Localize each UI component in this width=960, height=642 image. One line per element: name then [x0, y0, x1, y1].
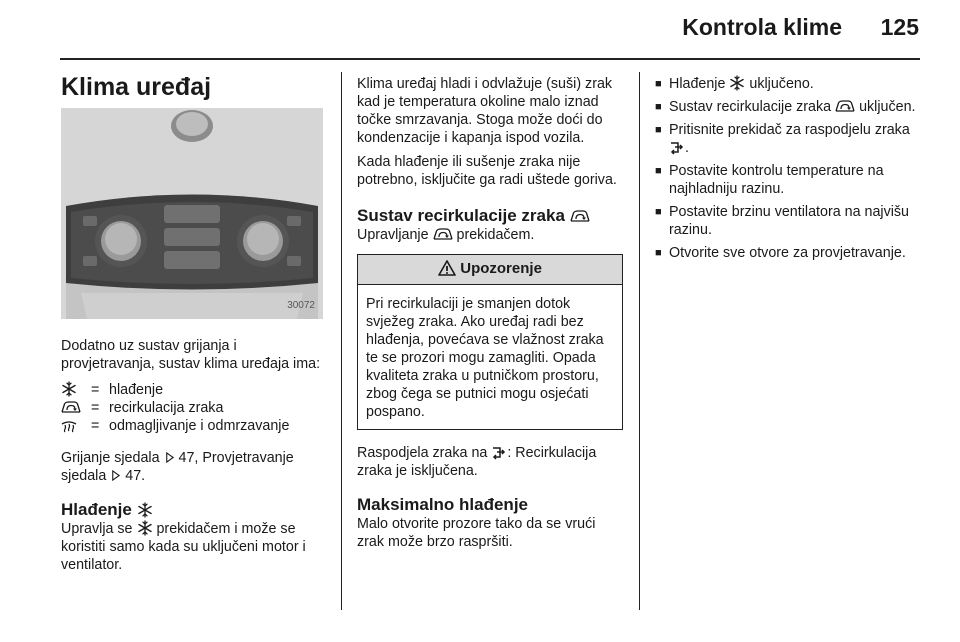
ref-text: , Provjetravanje sjedala	[61, 450, 294, 484]
steps-list	[655, 75, 920, 262]
cooling-text	[61, 520, 327, 574]
snowflake-icon	[729, 75, 745, 91]
step-text-pre: Hlađenje	[669, 76, 726, 92]
warning-icon	[438, 260, 456, 276]
warning-header	[358, 255, 622, 285]
symbol-label: odmagljivanje i odmrzavanje	[109, 418, 290, 434]
cooling-text-pre: Upravlja se	[61, 521, 133, 537]
cooling-heading-text: Hlađenje	[61, 500, 132, 519]
column-divider-left	[341, 72, 342, 610]
list-item	[655, 75, 920, 93]
warning-box	[357, 254, 623, 430]
section-title: Klima uređaj	[61, 73, 212, 101]
defrost-icon	[61, 417, 91, 435]
middle-column	[357, 75, 623, 551]
cooling-heading	[61, 499, 327, 520]
cross-reference	[61, 449, 327, 485]
warning-body: Pri recirkulaciji je smanjen dotok svježeg zraka. Ako uređaj radi bez hlađenja, povećava se vlažnost zraka te se prozori mogu zamagliti. Opada kvaliteta zraka u putničkom prostoru, zbog čega se putnici mogu osjećati pospano.	[366, 296, 604, 420]
list-item: ■ Postavite kontrolu temperature na najhladniju razinu.	[655, 162, 920, 198]
list-item	[655, 98, 920, 116]
column-divider-right	[639, 72, 640, 610]
left-column	[61, 72, 327, 574]
symbol-row	[61, 417, 327, 435]
distribution-text	[357, 444, 623, 480]
max-cooling-text: Malo otvorite prozore tako da se vrući zrak može brzo raspršiti.	[357, 516, 596, 550]
warning-title: Upozorenje	[460, 260, 542, 277]
list-item: ■ Postavite brzinu ventilatora na najvišu razinu.	[655, 203, 920, 239]
page-header-title: Kontrola klime	[682, 14, 842, 40]
symbol-row	[61, 399, 327, 417]
climate-panel-photo	[61, 108, 323, 319]
recirculation-icon	[570, 208, 590, 224]
symbol-label: hlađenje	[109, 382, 164, 398]
recirculation-text	[357, 226, 623, 244]
right-column	[655, 75, 920, 267]
triangle-ref-icon	[164, 452, 175, 463]
symbol-equals: =	[91, 400, 100, 416]
recirculation-text-pre: Upravljanje	[357, 227, 429, 243]
symbol-table	[61, 381, 327, 435]
symbol-equals: =	[91, 418, 100, 434]
snowflake-icon	[61, 381, 91, 399]
ref-page-link[interactable]: 47.	[125, 468, 146, 484]
recirculation-icon	[835, 98, 855, 114]
step-text-pre: Sustav recirkulacije zraka	[669, 99, 832, 115]
distribution-text-post: : Recirkulacija zraka je isključena.	[357, 445, 597, 479]
triangle-ref-icon	[110, 470, 121, 481]
header-rule	[60, 58, 920, 60]
page-number: 125	[880, 14, 919, 40]
intro-text: Dodatno uz sustav grijanja i provjetravanja, sustav klima uređaja ima:	[61, 338, 321, 372]
recirculation-text-post: prekidačem.	[456, 227, 535, 243]
step-text-pre: Pritisnite prekidač za raspodjelu zraka	[669, 122, 910, 138]
recirculation-heading-text: Sustav recirkulacije zraka	[357, 206, 565, 225]
paragraph: Klima uređaj hladi i odvlažuje (suši) zrak kad je temperatura okoline malo iznad točke smrzavanja. Stoga može doći do kondenzacije i kapanja ispod vozila.	[357, 76, 613, 146]
air-distribution-icon	[669, 139, 685, 155]
photo-code: 30072	[287, 300, 315, 311]
list-item	[655, 121, 920, 157]
symbol-equals: =	[91, 382, 100, 398]
ref-text: Grijanje sjedala	[61, 450, 160, 466]
step-text-post: .	[685, 140, 689, 156]
cooling-text-post: prekidačem i može se koristiti samo kada su uključeni motor i ventilator.	[61, 521, 306, 573]
snowflake-icon	[137, 502, 153, 518]
step-text-post: uključen.	[859, 99, 916, 115]
symbol-row	[61, 381, 327, 399]
list-item: ■ Otvorite sve otvore za provjetravanje.	[655, 244, 920, 262]
symbol-label: recirkulacija zraka	[109, 400, 224, 416]
distribution-text-pre: Raspodjela zraka na	[357, 445, 488, 461]
recirculation-icon	[433, 226, 453, 242]
snowflake-icon	[137, 520, 153, 536]
max-cooling-heading: Maksimalno hlađenje	[357, 495, 528, 514]
recirculation-heading	[357, 205, 623, 226]
recirculation-icon	[61, 399, 91, 417]
step-text-post: uključeno.	[749, 76, 814, 92]
paragraph: Kada hlađenje ili sušenje zraka nije potrebno, isključite ga radi uštede goriva.	[357, 154, 617, 188]
air-distribution-icon	[491, 444, 507, 460]
ref-page-link[interactable]: 47	[178, 450, 195, 466]
